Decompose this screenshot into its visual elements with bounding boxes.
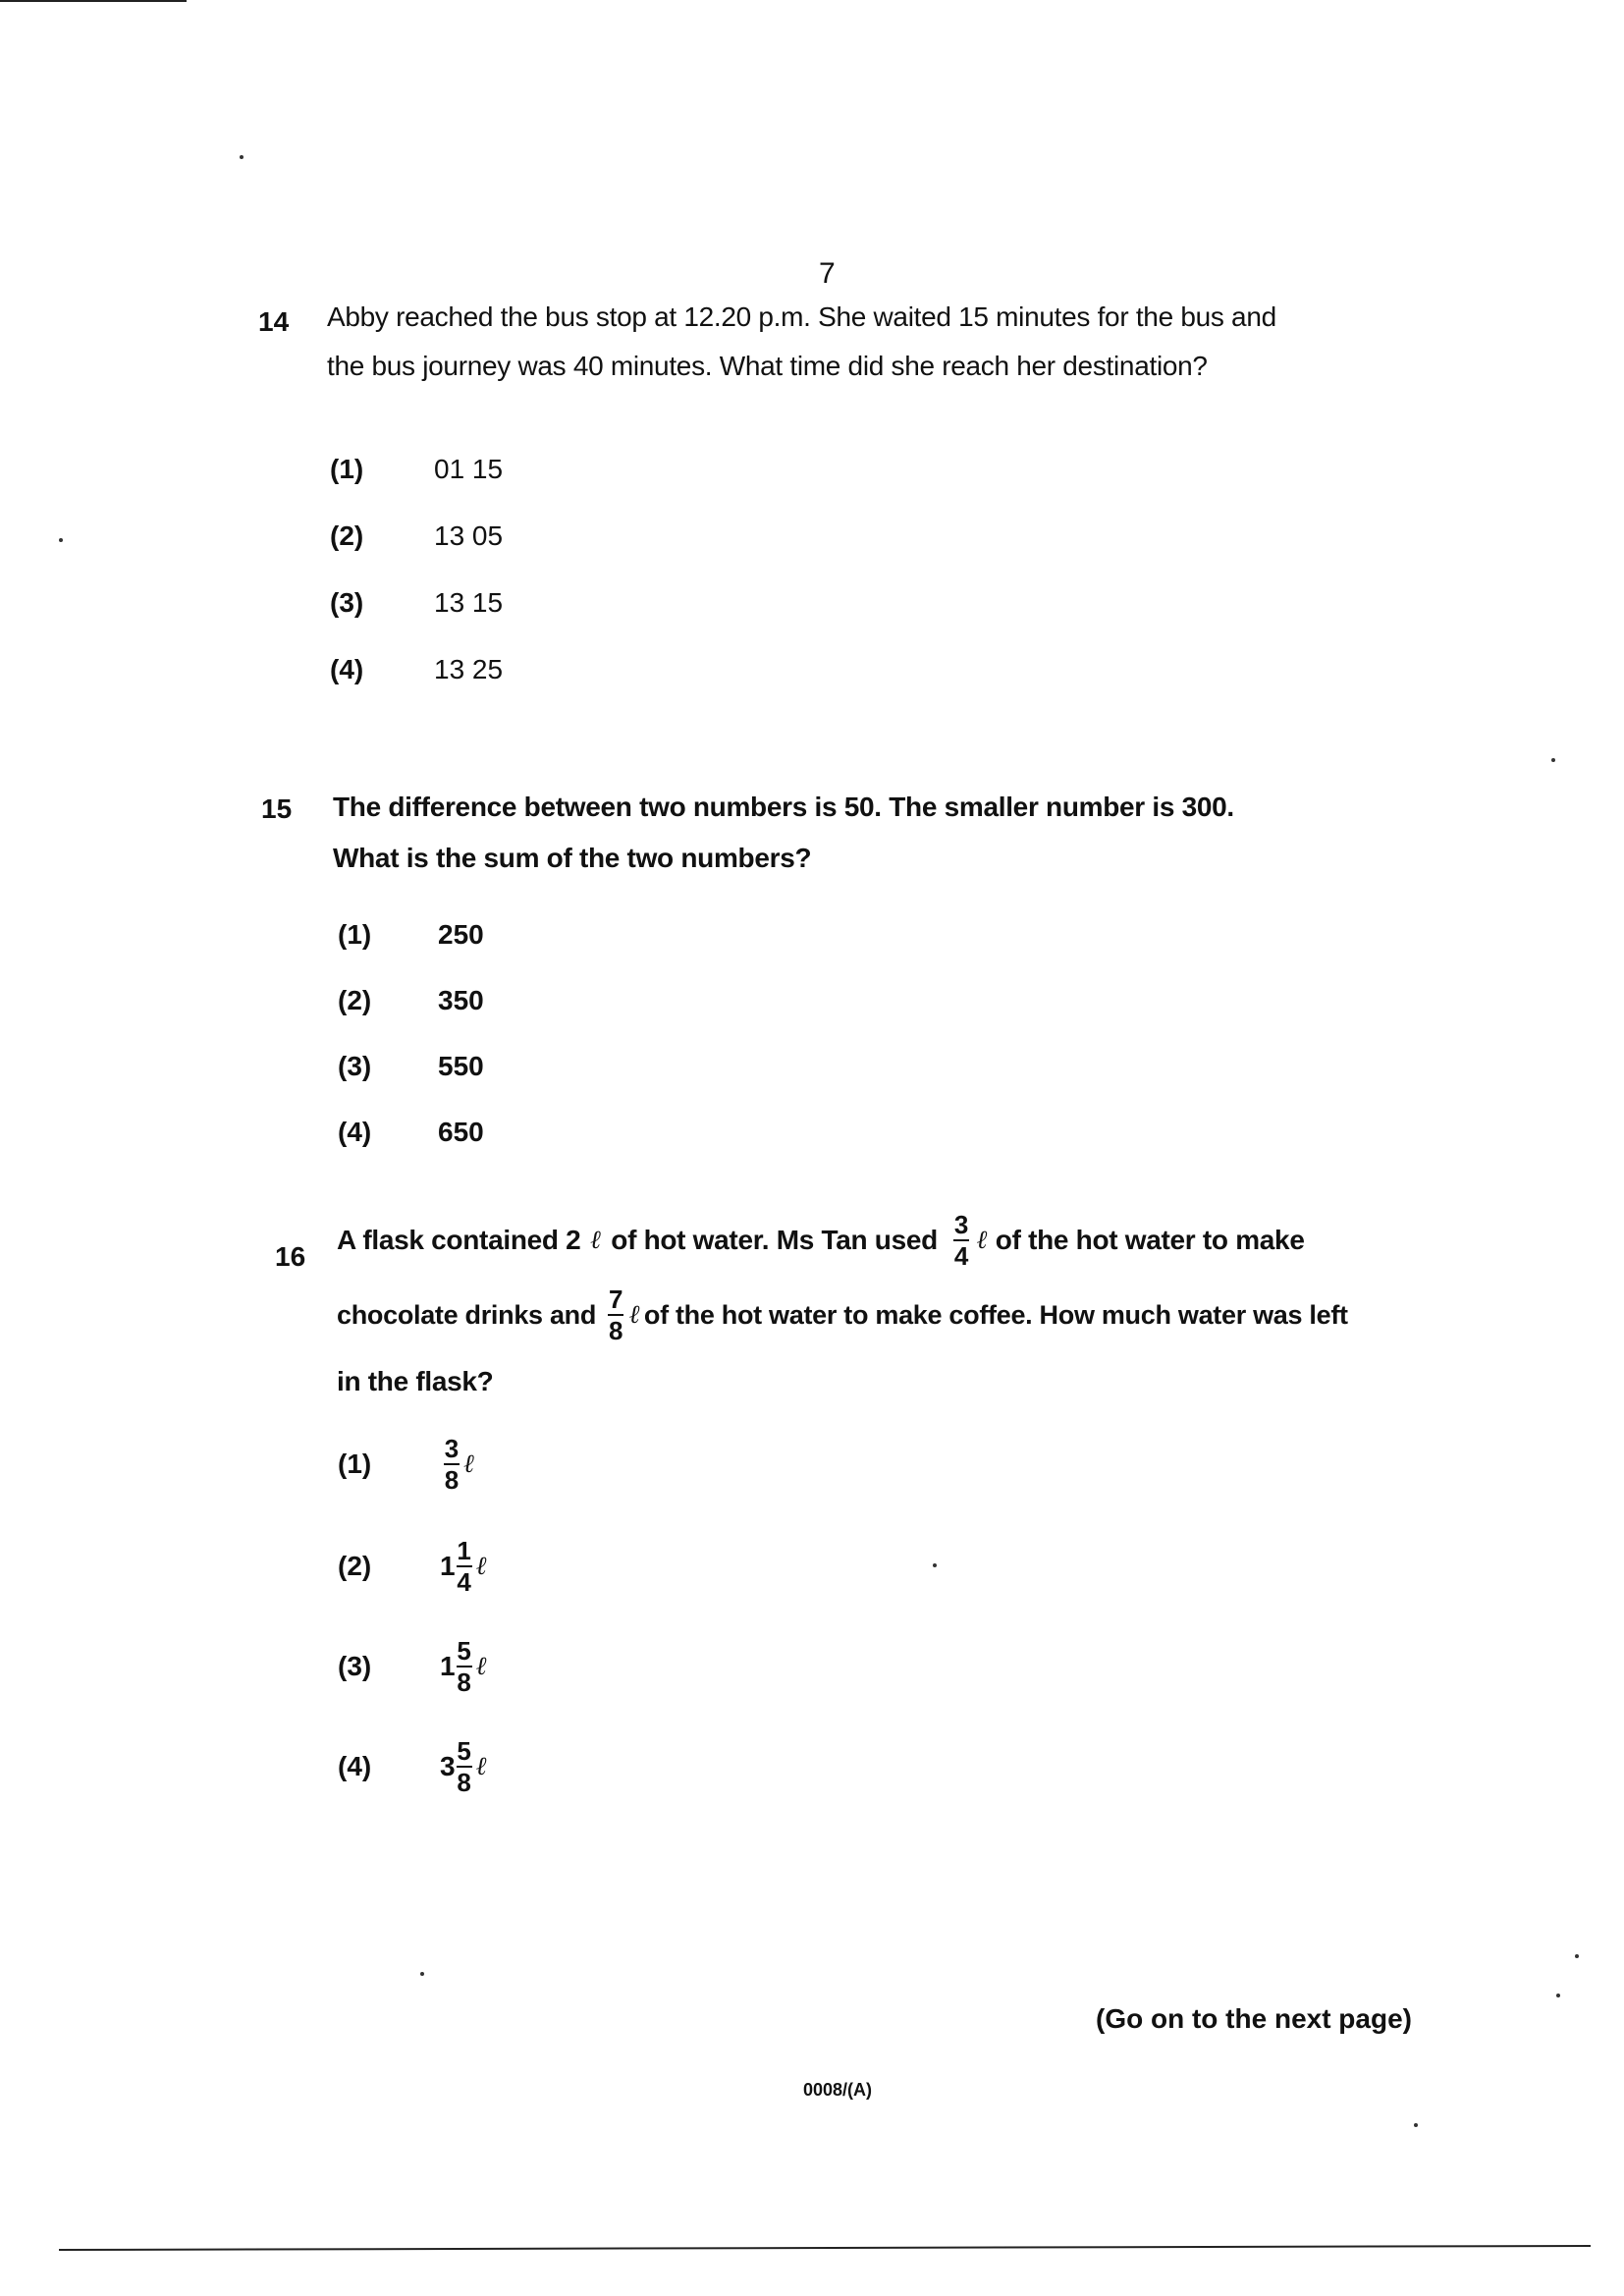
option-label: (3) bbox=[338, 1651, 372, 1681]
scan-speck bbox=[933, 1563, 937, 1567]
fraction: $\frac{1}{4}$ bbox=[457, 1536, 471, 1597]
litre-symbol: ℓ bbox=[629, 1300, 640, 1330]
option-value: 13 25 bbox=[434, 654, 504, 684]
litre-symbol: ℓ bbox=[475, 1652, 487, 1681]
question-15-option-4[interactable] bbox=[338, 1117, 484, 1148]
question-14-option-3[interactable] bbox=[330, 587, 503, 619]
option-label: (1) bbox=[338, 919, 372, 950]
question-15-option-2[interactable] bbox=[338, 985, 484, 1016]
question-15-text bbox=[333, 782, 1452, 884]
fraction-three-quarters: $\frac{3}{4}$ bbox=[953, 1210, 969, 1271]
option-label: (3) bbox=[330, 587, 364, 618]
option-label: (4) bbox=[338, 1117, 372, 1147]
question-14-option-2[interactable] bbox=[330, 520, 503, 552]
q16-line2-after: of the hot water to make coffee. How much water was left bbox=[643, 1300, 1348, 1330]
q16-line1-after: of the hot water to make bbox=[995, 1225, 1305, 1255]
mixed-whole: 3 bbox=[440, 1751, 456, 1781]
option-value: 250 bbox=[438, 919, 484, 950]
option-value: 350 bbox=[438, 985, 484, 1015]
option-label: (1) bbox=[330, 454, 364, 484]
option-value: 13 05 bbox=[434, 520, 504, 551]
litre-symbol: ℓ bbox=[475, 1752, 487, 1781]
question-15-option-3[interactable] bbox=[338, 1051, 484, 1082]
option-label: (4) bbox=[330, 654, 364, 684]
scan-speck bbox=[1551, 758, 1555, 762]
option-value: 550 bbox=[438, 1051, 484, 1081]
question-16-option-1[interactable] bbox=[338, 1436, 474, 1493]
litre-symbol: ℓ bbox=[590, 1226, 602, 1255]
question-15-option-1[interactable] bbox=[338, 919, 484, 951]
question-16-option-4[interactable] bbox=[338, 1738, 486, 1795]
option-value: 13 15 bbox=[434, 587, 504, 618]
fraction: $\frac{3}{8}$ bbox=[444, 1434, 460, 1495]
q16-line2-before: chocolate drinks and bbox=[337, 1300, 597, 1330]
mixed-whole: 1 bbox=[440, 1651, 456, 1681]
option-value: 650 bbox=[438, 1117, 484, 1147]
question-15-line-2: What is the sum of the two numbers? bbox=[333, 843, 812, 873]
scan-speck bbox=[1414, 2123, 1418, 2127]
question-16-line-3: in the flask? bbox=[337, 1366, 494, 1396]
q16-line1-before: A flask contained 2 bbox=[337, 1225, 581, 1255]
scan-speck bbox=[1575, 1954, 1579, 1958]
fraction: $\frac{5}{8}$ bbox=[457, 1636, 471, 1697]
litre-symbol: ℓ bbox=[976, 1226, 988, 1255]
fraction: $\frac{5}{8}$ bbox=[457, 1736, 471, 1797]
litre-symbol: ℓ bbox=[463, 1449, 474, 1479]
option-label: (1) bbox=[338, 1449, 372, 1479]
option-label: (2) bbox=[330, 520, 364, 551]
question-15-number: 15 bbox=[261, 793, 293, 824]
question-16-line-1 bbox=[337, 1212, 1417, 1269]
question-14-number: 14 bbox=[258, 306, 290, 337]
question-14-text bbox=[327, 293, 1486, 391]
scan-speck bbox=[420, 1972, 424, 1976]
top-scan-edge bbox=[0, 0, 187, 2]
question-14-option-4[interactable] bbox=[330, 654, 503, 685]
option-value: 01 15 bbox=[434, 454, 504, 484]
option-label: (2) bbox=[338, 985, 372, 1015]
option-label: (2) bbox=[338, 1551, 372, 1581]
option-label: (4) bbox=[338, 1751, 372, 1781]
question-15-line-1: The difference between two numbers is 50. The smaller number is 300. bbox=[333, 792, 1234, 822]
bottom-scan-edge bbox=[59, 2245, 1591, 2251]
page-number: 7 bbox=[819, 257, 836, 290]
litre-symbol: ℓ bbox=[475, 1552, 487, 1581]
question-14-line-1: Abby reached the bus stop at 12.20 p.m. She waited 15 minutes for the bus and bbox=[327, 301, 1276, 332]
question-16-line-2 bbox=[337, 1286, 1436, 1343]
fraction-seven-eighths: $\frac{7}{8}$ bbox=[608, 1285, 623, 1345]
scan-speck bbox=[59, 538, 63, 542]
scan-speck bbox=[1556, 1994, 1560, 1997]
question-14-option-1[interactable] bbox=[330, 454, 503, 485]
mixed-whole: 1 bbox=[440, 1551, 456, 1581]
scan-speck bbox=[240, 155, 244, 159]
q16-line1-middle: of hot water. Ms Tan used bbox=[611, 1225, 938, 1255]
question-14-line-2: the bus journey was 40 minutes. What time did she reach her destination? bbox=[327, 351, 1208, 381]
option-label: (3) bbox=[338, 1051, 372, 1081]
question-16-number: 16 bbox=[275, 1241, 306, 1272]
go-on-note: (Go on to the next page) bbox=[1096, 2003, 1412, 2034]
question-16-option-2[interactable] bbox=[338, 1538, 486, 1595]
question-16-option-3[interactable] bbox=[338, 1638, 486, 1695]
paper-code: 0008/(A) bbox=[803, 2080, 873, 2100]
